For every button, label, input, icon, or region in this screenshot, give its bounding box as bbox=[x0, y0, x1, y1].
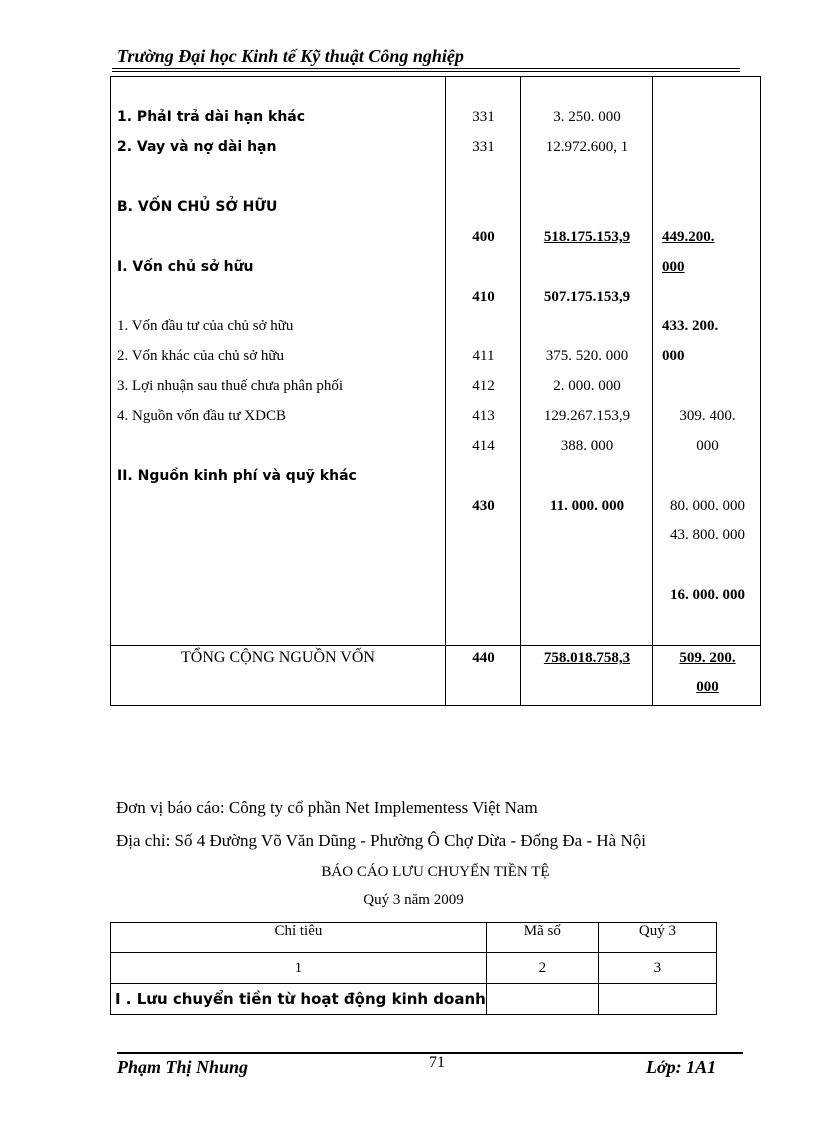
row-value-prior: 433. 200. bbox=[662, 318, 719, 334]
row-value-prior: 000 bbox=[662, 348, 685, 364]
header-rule bbox=[112, 68, 740, 69]
row-code: 411 bbox=[472, 348, 495, 364]
row-value: 11. 000. 000 bbox=[549, 498, 625, 514]
total-value: 758.018.758,3 bbox=[543, 650, 631, 666]
row-value-prior: 309. 400. bbox=[679, 408, 736, 424]
header-rule bbox=[112, 71, 740, 72]
total-label: TỔNG CỘNG NGUỒN VỐN bbox=[181, 649, 375, 666]
row-value: 518.175.153,9 bbox=[543, 229, 631, 245]
row-value-prior: 449.200. bbox=[662, 229, 715, 245]
empty-cell bbox=[486, 984, 598, 1015]
row-value: 3. 250. 000 bbox=[553, 109, 621, 125]
number-cell: 3 bbox=[598, 953, 716, 984]
row-code: 412 bbox=[472, 378, 495, 394]
total-code: 440 bbox=[472, 650, 495, 666]
report-address: Địa chỉ: Số 4 Đường Võ Văn Dũng - Phường Ô Chợ Dừa - Đống Đa - Hà Nội bbox=[116, 831, 646, 850]
number-cell: 1 bbox=[111, 953, 487, 984]
section-heading: B. VỐN CHỦ SỞ HỮU bbox=[117, 199, 278, 215]
row-code: 400 bbox=[472, 229, 495, 245]
row-label: 1. PhảI trả dài hạn khác bbox=[117, 109, 306, 125]
page-number: 71 bbox=[429, 1054, 445, 1071]
row-value: 2. 000. 000 bbox=[553, 378, 621, 394]
section-heading: I. Vốn chủ sở hữu bbox=[117, 259, 254, 275]
row-code: 414 bbox=[472, 438, 495, 454]
row-label: 2. Vay và nợ dài hạn bbox=[117, 139, 277, 155]
report-period: Quý 3 năm 2009 bbox=[363, 892, 464, 908]
school-title: Trường Đại học Kinh tế Kỹ thuật Công nghiệp bbox=[117, 46, 464, 66]
row-value-prior: 000 bbox=[662, 259, 685, 275]
total-value-prior: 000 bbox=[696, 679, 719, 695]
row-value-prior: 16. 000. 000 bbox=[670, 587, 745, 603]
section-heading: II. Nguồn kinh phí và quỹ khác bbox=[117, 468, 357, 484]
row-value: 507.175.153,9 bbox=[543, 289, 631, 305]
item-label: 1. Vốn đầu tư của chủ sở hữu bbox=[117, 318, 294, 334]
total-divider bbox=[111, 645, 760, 646]
report-title: BÁO CÁO LƯU CHUYỂN TIỀN TỆ bbox=[321, 864, 550, 880]
cashflow-table bbox=[110, 922, 717, 1015]
item-label: 4. Nguồn vốn đầu tư XDCB bbox=[117, 408, 286, 424]
row-value-prior: 000 bbox=[696, 438, 719, 454]
row-value: 375. 520. 000 bbox=[545, 348, 629, 364]
row-value-prior: 80. 000. 000 bbox=[670, 498, 745, 514]
number-cell: 2 bbox=[486, 953, 598, 984]
row-code: 331 bbox=[472, 109, 495, 125]
balance-sheet-table bbox=[110, 76, 761, 706]
empty-cell bbox=[598, 984, 716, 1015]
report-unit: Đơn vị báo cáo: Công ty cổ phần Net Implementess Việt Nam bbox=[116, 798, 538, 817]
header-cell: Mã số bbox=[486, 923, 598, 953]
total-value-prior: 509. 200. bbox=[679, 650, 736, 666]
header-cell: Quý 3 bbox=[598, 923, 716, 953]
footer-class: Lớp: 1A1 bbox=[646, 1057, 717, 1077]
row-code: 430 bbox=[472, 498, 495, 514]
row-value: 129.267.153,9 bbox=[543, 408, 631, 424]
table-row-label: I . Lưu chuyển tiền từ hoạt động kinh doanh bbox=[111, 984, 487, 1015]
row-code: 331 bbox=[472, 139, 495, 155]
row-value: 388. 000 bbox=[560, 438, 614, 454]
header-cell: Chỉ tiêu bbox=[111, 923, 487, 953]
row-code: 410 bbox=[472, 289, 495, 305]
row-value-prior: 43. 800. 000 bbox=[670, 527, 745, 543]
row-code: 413 bbox=[472, 408, 495, 424]
row-value: 12.972.600, 1 bbox=[545, 139, 629, 155]
item-label: 2. Vốn khác của chủ sở hữu bbox=[117, 348, 284, 364]
item-label: 3. Lợi nhuận sau thuế chưa phân phối bbox=[117, 378, 344, 394]
footer-author: Phạm Thị Nhung bbox=[117, 1057, 249, 1077]
